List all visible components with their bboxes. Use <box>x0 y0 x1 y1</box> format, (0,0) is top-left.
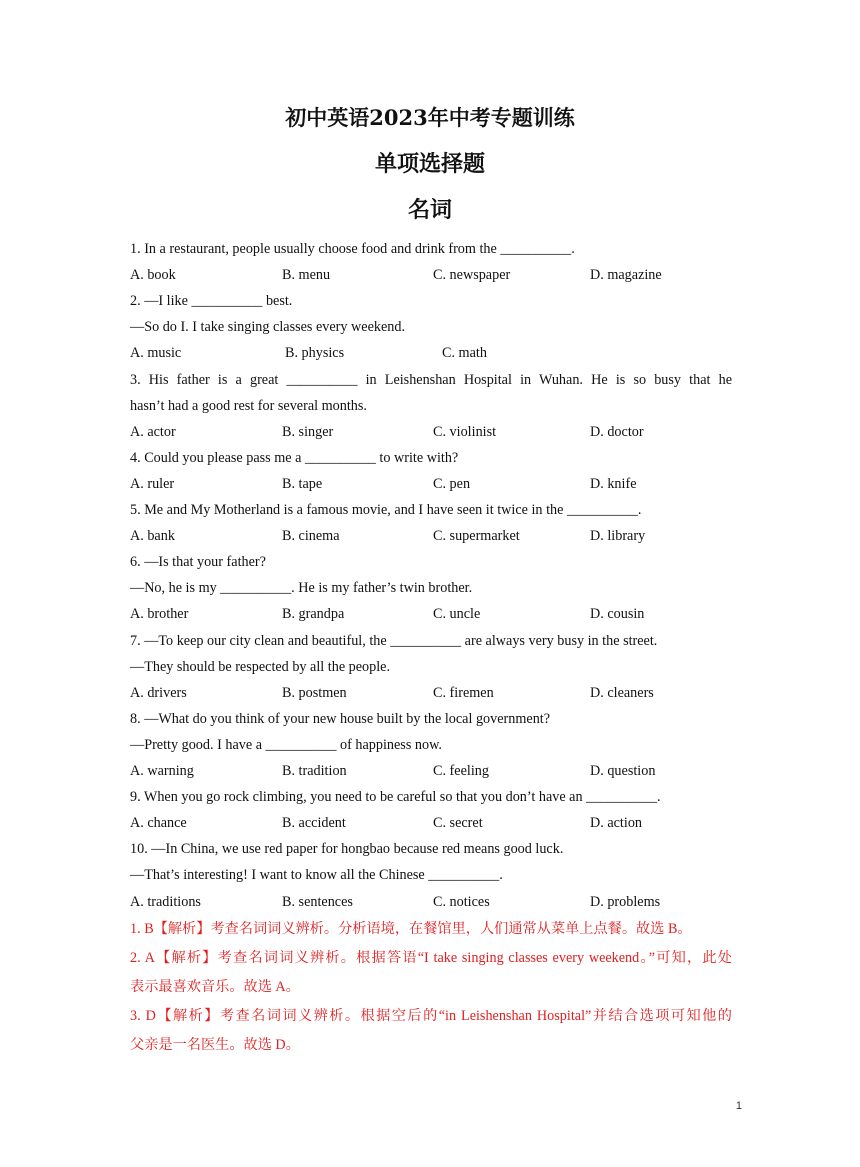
option-d: D. knife <box>590 476 637 492</box>
question-10-line: —That’s interesting! I want to know all the Chinese __________. <box>130 867 503 883</box>
option-a: A. actor <box>130 424 176 440</box>
option-a: A. traditions <box>130 894 201 910</box>
question-1-line: 1. In a restaurant, people usually choose food and drink from the __________. <box>130 241 575 257</box>
option-d: D. library <box>590 528 646 544</box>
question-5-options <box>130 526 732 546</box>
option-a: A. drivers <box>130 685 187 701</box>
option-b: B. cinema <box>282 528 340 544</box>
option-d: D. doctor <box>590 424 644 440</box>
option-b: B. tape <box>282 476 323 492</box>
option-b: B. postmen <box>282 685 347 701</box>
page-number: 1 <box>735 1100 742 1112</box>
answer-2-line: 2. A【解析】考查名词词义辨析。根据答语“I take singing classes every weekend。”可知，此处 <box>130 950 732 966</box>
option-b: B. accident <box>282 815 346 831</box>
question-7-line: 7. —To keep our city clean and beautiful, the __________ are always very busy in the street. <box>130 633 658 649</box>
option-c: C. feeling <box>433 763 489 779</box>
answer-3-line: 父亲是一名医生。故选 D。 <box>130 1037 300 1053</box>
question-1-options <box>130 265 732 285</box>
document-title: 初中英语2023年中考专题训练 <box>285 105 575 130</box>
question-5-line: 5. Me and My Motherland is a famous movie, and I have seen it twice in the __________. <box>130 502 642 518</box>
section-title: 单项选择题 <box>374 151 485 177</box>
option-d: D. cleaners <box>590 685 654 701</box>
option-c: C. violinist <box>433 424 497 440</box>
question-9-line: 9. When you go rock climbing, you need to be careful so that you don’t have an __________. <box>130 789 661 805</box>
question-3-options <box>130 422 732 442</box>
option-b: B. sentences <box>282 894 353 910</box>
question-7-line: —They should be respected by all the people. <box>130 659 391 675</box>
question-6-options <box>130 604 732 624</box>
question-8-options <box>130 761 732 781</box>
answer-1-line: 1. B【解析】考查名词词义辨析。分析语境，在餐馆里，人们通常从菜单上点餐。故选 B。 <box>130 921 692 937</box>
option-d: D. cousin <box>590 606 645 622</box>
question-6-line: —No, he is my __________. He is my father’s twin brother. <box>130 580 473 596</box>
option-c: C. notices <box>433 894 490 910</box>
question-8-line: 8. —What do you think of your new house built by the local government? <box>130 711 551 727</box>
option-c: C. firemen <box>433 685 494 701</box>
option-a: A. ruler <box>130 476 175 492</box>
option-c: C. supermarket <box>433 528 520 544</box>
option-c: C. secret <box>433 815 483 831</box>
option-a: A. music <box>130 345 182 361</box>
option-c: C. newspaper <box>433 267 511 283</box>
option-b: B. grandpa <box>282 606 345 622</box>
question-3-line: hasn’t had a good rest for several months. <box>130 398 367 414</box>
question-2-line: —So do I. I take singing classes every weekend. <box>130 319 406 335</box>
question-4-options <box>130 474 732 494</box>
question-6-line: 6. —Is that your father? <box>130 554 266 570</box>
option-a: A. warning <box>130 763 194 779</box>
option-d: D. problems <box>590 894 661 910</box>
option-b: B. menu <box>282 267 331 283</box>
option-c: C. pen <box>433 476 471 492</box>
answer-2-line: 表示最喜欢音乐。故选 A。 <box>130 979 300 995</box>
option-a: A. brother <box>130 606 189 622</box>
option-b: B. physics <box>285 345 345 361</box>
option-c: C. math <box>442 345 487 361</box>
option-d: D. question <box>590 763 656 779</box>
question-10-line: 10. —In China, we use red paper for hongbao because red means good luck. <box>130 841 564 857</box>
option-b: B. tradition <box>282 763 347 779</box>
option-b: B. singer <box>282 424 334 440</box>
topic-title: 名词 <box>407 197 452 223</box>
question-9-options <box>130 813 732 833</box>
option-d: D. magazine <box>590 267 662 283</box>
question-8-line: —Pretty good. I have a __________ of happiness now. <box>130 737 442 753</box>
answer-3-line: 3. D【解析】考查名词词义辨析。根据空后的“in Leishenshan Hospital”并结合选项可知他的 <box>130 1008 732 1024</box>
question-2-options <box>130 343 732 363</box>
option-c: C. uncle <box>433 606 481 622</box>
question-3-line: 3. His father is a great __________ in Leishenshan Hospital in Wuhan. He is so busy that he <box>130 372 732 388</box>
option-a: A. chance <box>130 815 187 831</box>
question-4-line: 4. Could you please pass me a __________ to write with? <box>130 450 459 466</box>
question-7-options <box>130 683 732 703</box>
option-d: D. action <box>590 815 643 831</box>
option-a: A. bank <box>130 528 175 544</box>
question-10-options <box>130 892 732 912</box>
question-2-line: 2. —I like __________ best. <box>130 293 293 309</box>
option-a: A. book <box>130 267 176 283</box>
